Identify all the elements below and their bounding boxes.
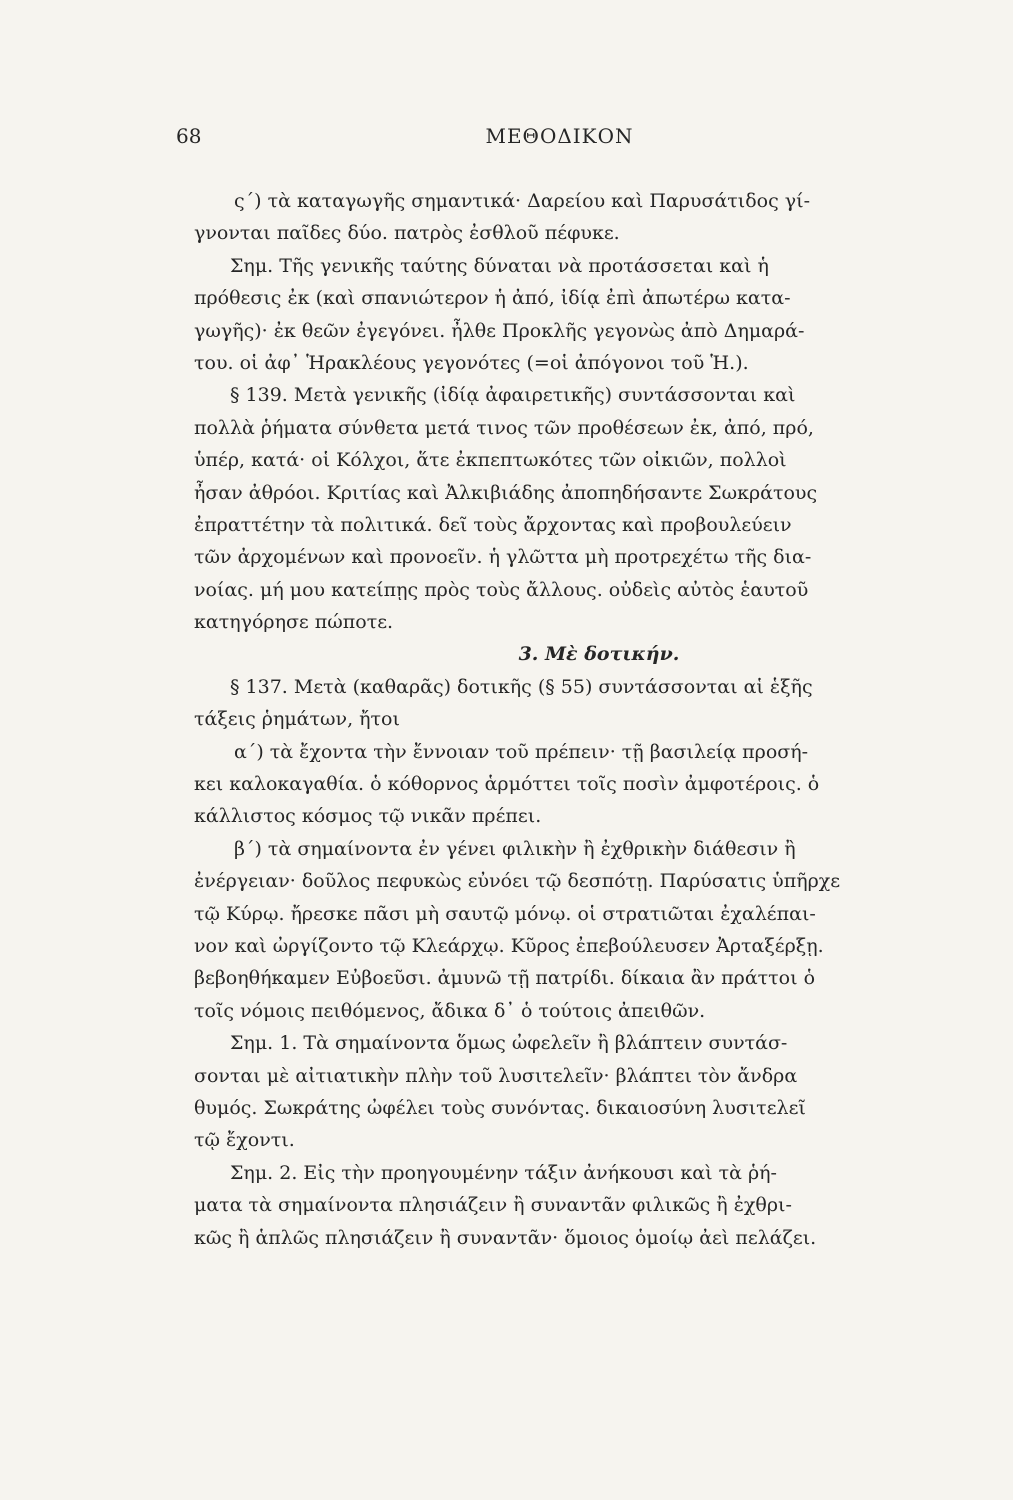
text-line: Σημ. Τῆς γενικῆς ταύτης δύναται νὰ προτάσσεται καὶ ἡ <box>230 254 769 277</box>
note-2: Σημ. 2. Εἰς τὴν προηγουμένην τάξιν ἀνήκουσι καὶ τὰ ῥή- <box>230 1161 777 1184</box>
note-1: Σημ. 1. Τὰ σημαίνοντα ὅμως ὠφελεῖν ἢ βλάπτειν συντάσ- <box>230 1032 788 1055</box>
text-line: κάλλιστος κόσμος τῷ νικᾶν πρέπει. <box>194 805 542 828</box>
text-line: θυμός. Σωκράτης ὠφέλει τοὺς συνόντας. δικαιοσύνη λυσιτελεῖ <box>194 1096 806 1119</box>
text-line: κει καλοκαγαθία. ὁ κόθορνος ἁρμόττει τοῖς ποσὶν ἀμφοτέροις. ὁ <box>194 773 820 796</box>
page-header <box>176 124 943 154</box>
text-line: τάξεις ῥημάτων, ἤτοι <box>194 708 400 731</box>
text-line: τοῖς νόμοις πειθόμενος, ἄδικα δ᾽ ὁ τούτοις ἀπειθῶν. <box>194 999 706 1022</box>
text-line: νον καὶ ὠργίζοντο τῷ Κλεάρχῳ. Κῦρος ἐπεβούλευσεν Ἀρταξέρξῃ. <box>194 934 824 957</box>
text-line: ἐνέργειαν· δοῦλος πεφυκὼς εὐνόει τῷ δεσπότῃ. Παρύσατις ὑπῆρχε <box>194 870 841 893</box>
subheading-dative: 3. Μὲ δοτικήν. <box>518 643 680 666</box>
text-line: ματα τὰ σημαίνοντα πλησιάζειν ἢ συναντᾶν φιλικῶς ἢ ἐχθρι- <box>194 1194 792 1217</box>
text-line: γωγῆς)· ἐκ θεῶν ἐγεγόνει. ἦλθε Προκλῆς γεγονὼς ἀπὸ Δημαρά- <box>194 319 805 342</box>
running-title: ΜΕΘΟΔΙΚΟΝ <box>485 124 634 148</box>
section-137: § 137. Μετὰ (καθαρᾶς) δοτικῆς (§ 55) συντάσσονται αἱ ἑξῆς <box>230 675 813 698</box>
text-line: β΄) τὰ σημαίνοντα ἐν γένει φιλικὴν ἢ ἐχθρικὴν διάθεσιν ἢ <box>234 837 796 860</box>
page-number: 68 <box>176 124 202 148</box>
text-line: του. οἱ ἀφ᾽ Ἡρακλέους γεγονότες (=οἱ ἀπόγονοι τοῦ Ἡ.). <box>194 351 749 374</box>
section-139: § 139. Μετὰ γενικῆς (ἰδίᾳ ἀφαιρετικῆς) συντάσσονται καὶ <box>230 384 796 407</box>
text-line: νοίας. μή μου κατείπῃς πρὸς τοὺς ἄλλους. οὐδεὶς αὐτὸς ἑαυτοῦ <box>194 578 809 601</box>
text-line: τῶν ἀρχομένων καὶ προνοεῖν. ἡ γλῶττα μὴ προτρεχέτω τῆς δια- <box>194 546 812 569</box>
body-text <box>194 185 964 1254</box>
text-line: τῷ Κύρῳ. ἤρεσκε πᾶσι μὴ σαυτῷ μόνῳ. οἱ στρατιῶται ἐχαλέπαι- <box>194 902 816 925</box>
text-line: γνονται παῖδες δύο. πατρὸς ἐσθλοῦ πέφυκε. <box>194 222 620 245</box>
text-line: κατηγόρησε πώποτε. <box>194 611 394 634</box>
text-line: κῶς ἢ ἁπλῶς πλησιάζειν ἢ συναντᾶν· ὅμοιος ὁμοίῳ ἀεὶ πελάζει. <box>194 1226 817 1249</box>
text-line: πρόθεσις ἐκ (καὶ σπανιώτερον ἡ ἀπό, ἰδίᾳ ἐπὶ ἀπωτέρω κατα- <box>194 287 791 310</box>
text-line: πολλὰ ῥήματα σύνθετα μετά τινος τῶν προθέσεων ἐκ, ἀπό, πρό, <box>194 416 814 439</box>
text-line: ς΄) τὰ καταγωγῆς σημαντικά· Δαρείου καὶ Παρυσάτιδος γί- <box>234 190 811 212</box>
text-line: σονται μὲ αἰτιατικὴν πλὴν τοῦ λυσιτελεῖν· βλάπτει τὸν ἄνδρα <box>194 1064 798 1087</box>
text-line: βεβοηθήκαμεν Εὐβοεῦσι. ἀμυνῶ τῇ πατρίδι. δίκαια ἂν πράττοι ὁ <box>194 967 816 990</box>
text-line: α΄) τὰ ἔχοντα τὴν ἔννοιαν τοῦ πρέπειν· τῇ βασιλείᾳ προσή- <box>234 740 809 763</box>
text-line: τῷ ἔχοντι. <box>194 1129 295 1152</box>
text-line: ὑπέρ, κατά· οἱ Κόλχοι, ἅτε ἐκπεπτωκότες τῶν οἰκιῶν, πολλοὶ <box>194 449 787 472</box>
text-line: ἐπραττέτην τὰ πολιτικά. δεῖ τοὺς ἄρχοντας καὶ προβουλεύειν <box>194 513 792 536</box>
text-line: ἦσαν ἀθρόοι. Κριτίας καὶ Ἀλκιβιάδης ἀποπηδήσαντε Σωκράτους <box>194 481 818 504</box>
